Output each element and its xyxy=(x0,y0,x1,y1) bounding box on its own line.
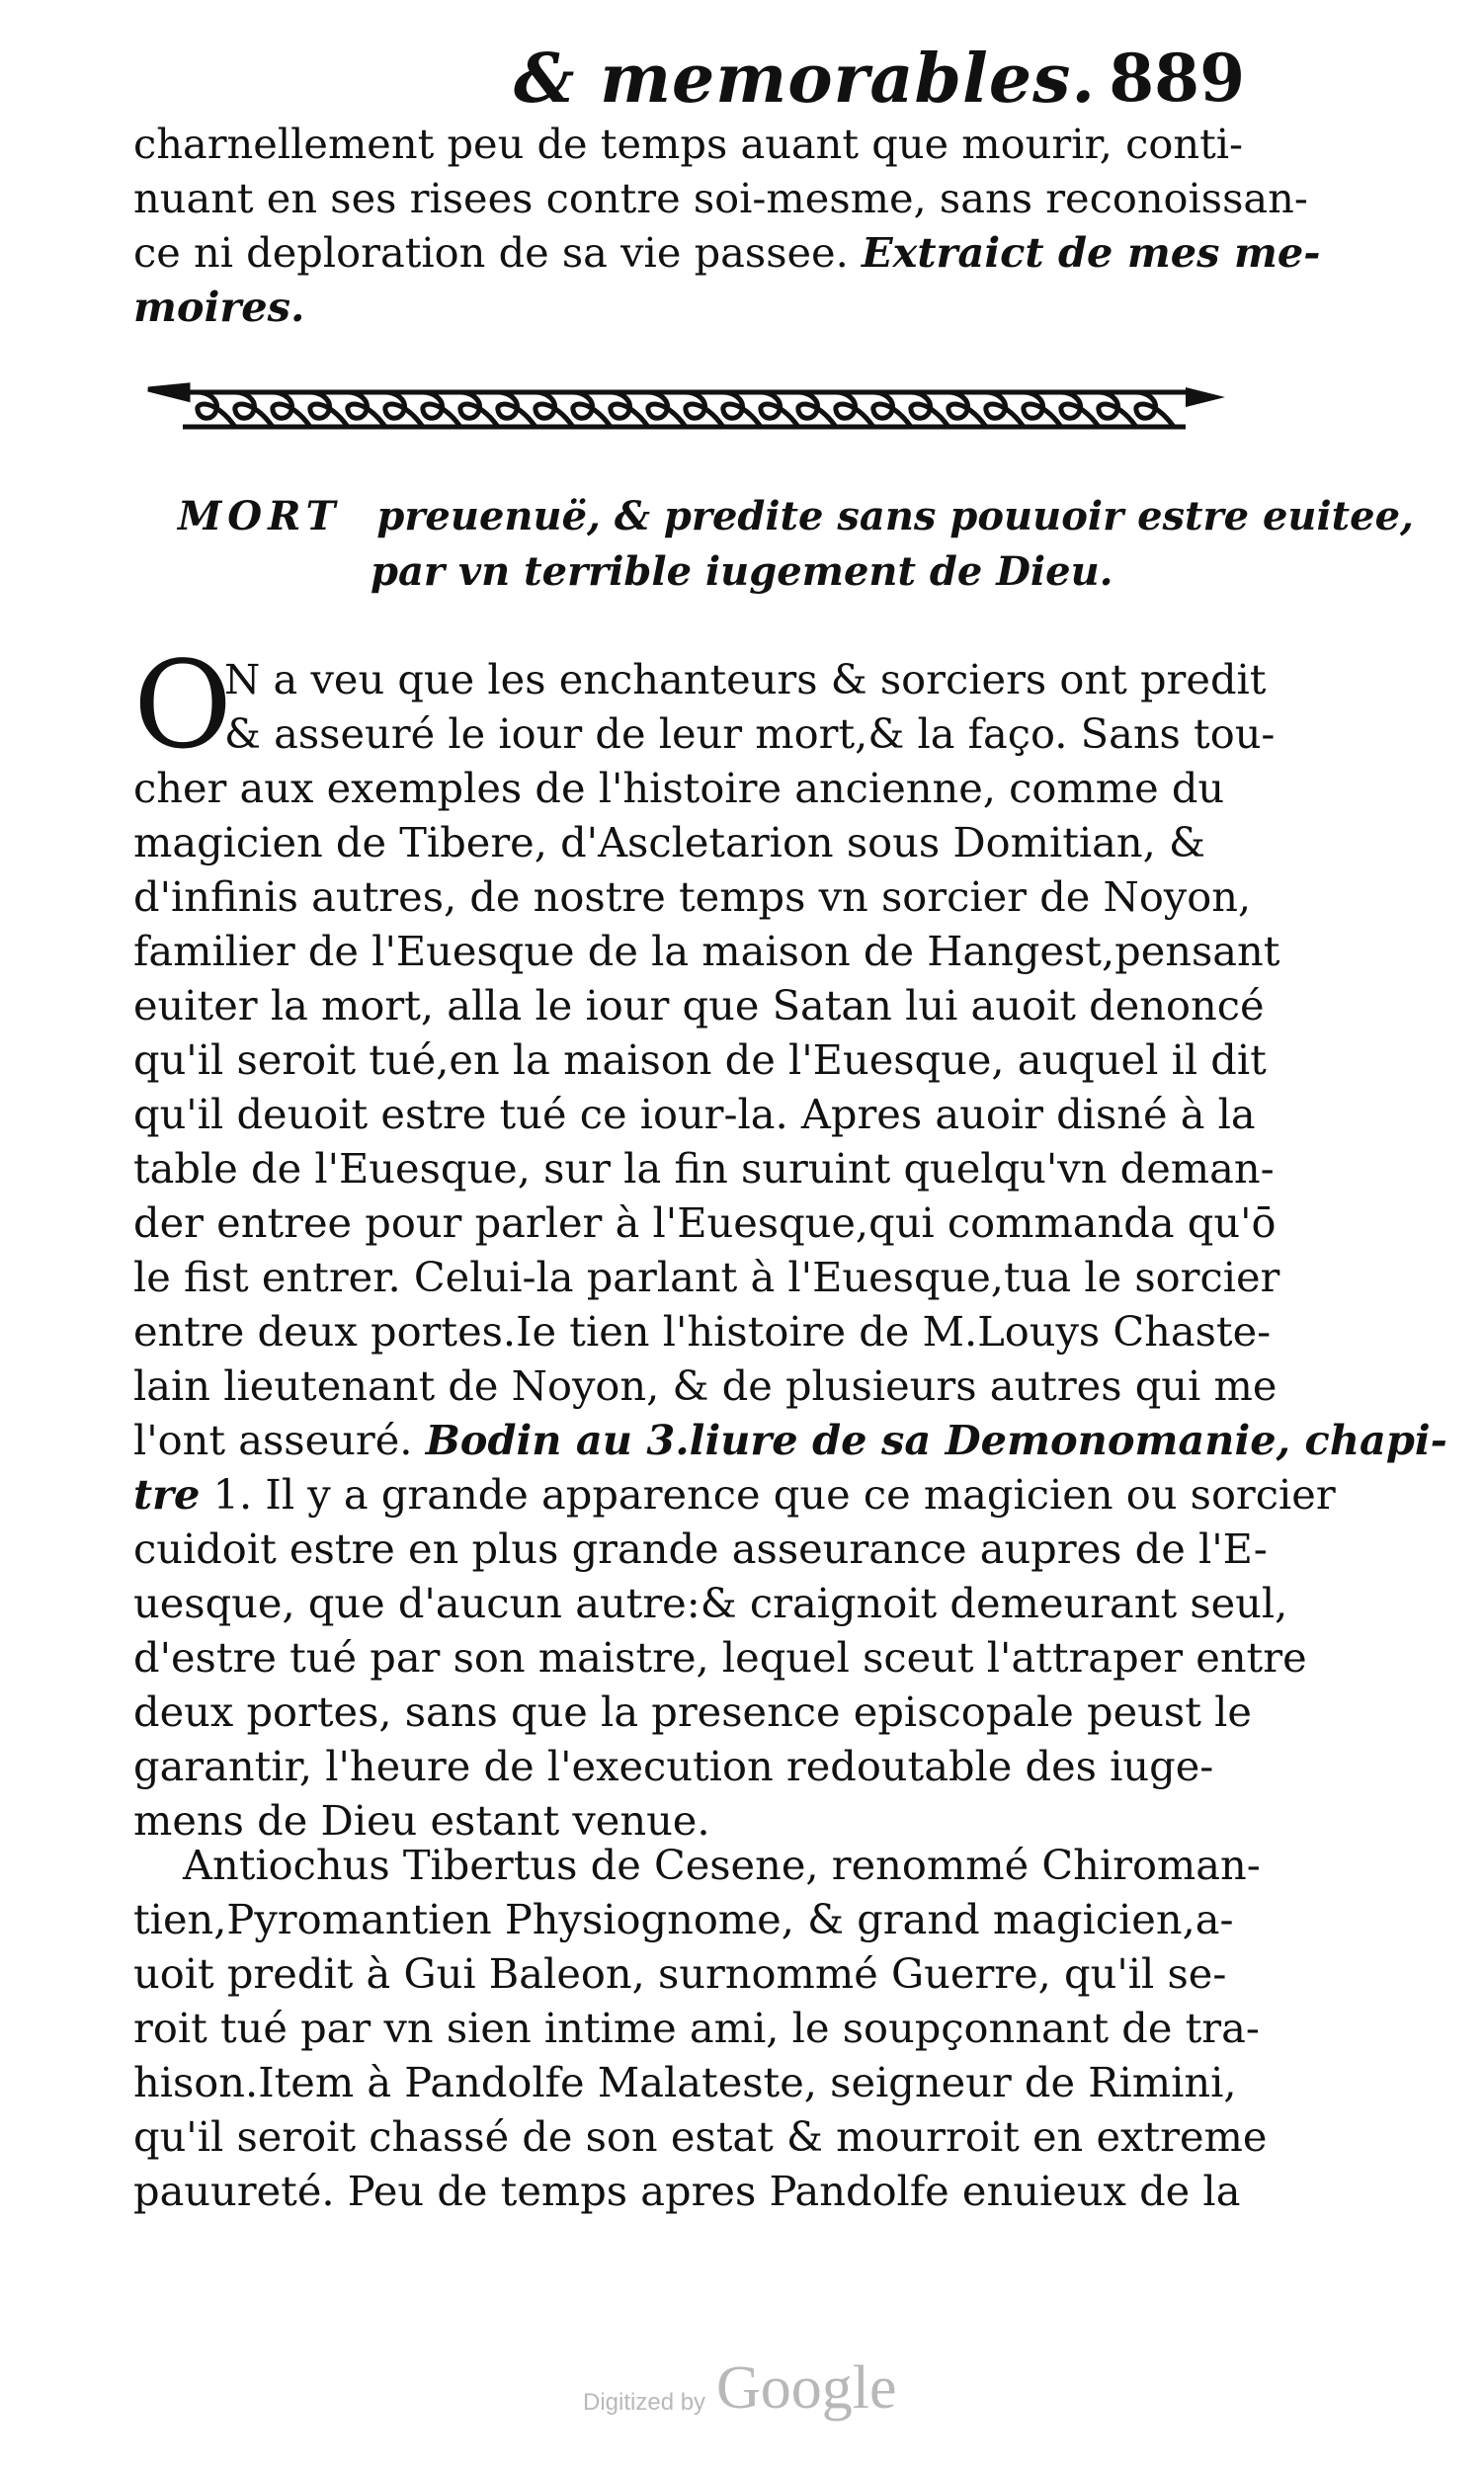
paragraph-antiochus xyxy=(133,1838,1268,2218)
text-line: d'infinis autres, de nostre temps vn sorcier de Noyon, xyxy=(133,872,1252,921)
ornament-knot xyxy=(986,392,1024,427)
google-logo: Google xyxy=(716,2354,897,2422)
text-line: d'estre tué par son maistre, lequel sceut l'attraper entre xyxy=(133,1633,1307,1682)
ornament-knot xyxy=(310,392,348,427)
text-line xyxy=(133,225,1321,280)
ornament-knot xyxy=(198,392,235,427)
ornament-knot xyxy=(273,392,310,427)
ornament-knot xyxy=(836,392,873,427)
text-line: & asseuré le iour de leur mort,& la faço. Sans tou- xyxy=(224,709,1276,758)
text-fragment: ce ni deploration de sa vie passee. xyxy=(133,228,849,277)
heading-text: preuenuë, & predite sans pouuoir estre euitee, xyxy=(376,493,1414,539)
text-line: Antiochus Tibertus de Cesene, renommé Chiroman- xyxy=(183,1841,1261,1889)
text-line: N a veu que les enchanteurs & sorciers ont predit xyxy=(224,655,1267,703)
ornament-knot xyxy=(423,392,460,427)
ornament-knot xyxy=(1024,392,1061,427)
text-line: nuant en ses risees contre soi-mesme, sans reconoissan- xyxy=(133,174,1308,222)
ornament-knot xyxy=(761,392,798,427)
ornament-knot xyxy=(460,392,498,427)
source-citation: moires. xyxy=(133,283,305,331)
text-line: cuidoit estre en plus grande asseurance aupres de l'E- xyxy=(133,1524,1268,1573)
heading-line: par vn terrible iugement de Dieu. xyxy=(371,548,1113,595)
text-line: pauureté. Peu de temps apres Pandolfe enuieux de la xyxy=(133,2167,1241,2215)
text-line: cher aux exemples de l'histoire ancienne, comme du xyxy=(133,764,1225,812)
ornament-knot xyxy=(798,392,836,427)
watermark-prefix: Digitized by xyxy=(583,2389,706,2416)
text-line: qu'il seroit tué,en la maison de l'Euesque, auquel il dit xyxy=(133,1035,1267,1084)
text-line: hison.Item à Pandolfe Malateste, seigneur de Rimini, xyxy=(133,2058,1237,2106)
drop-cap: O xyxy=(133,635,233,776)
text-line: tien,Pyromantien Physiognome, & grand magicien,a- xyxy=(133,1895,1234,1943)
text-line: mens de Dieu estant venue. xyxy=(133,1796,710,1845)
ornament-knot xyxy=(498,392,536,427)
page-number: 889 xyxy=(1109,40,1245,117)
ornament-knot xyxy=(235,392,273,427)
ornament-knot xyxy=(348,392,385,427)
running-title: & memorables. xyxy=(514,40,1097,119)
text-line xyxy=(133,1413,1447,1467)
text-line: familier de l'Euesque de la maison de Hangest,pensant xyxy=(133,927,1280,975)
digitized-watermark xyxy=(583,2353,919,2423)
running-head xyxy=(148,40,1245,128)
source-citation: tre xyxy=(133,1470,201,1519)
ornament-knot xyxy=(723,392,761,427)
ornament-knot xyxy=(911,392,948,427)
text-line: roit tué par vn sien intime ami, le soupçonnant de tra- xyxy=(133,2004,1260,2052)
text-line: magicien de Tibere, d'Ascletarion sous Domitian, & xyxy=(133,818,1205,866)
text-line: table de l'Euesque, sur la fin suruint quelqu'vn deman- xyxy=(133,1144,1275,1193)
ornament-knot xyxy=(648,392,686,427)
ornament-knot xyxy=(948,392,986,427)
source-citation: Extraict de mes me- xyxy=(862,228,1321,277)
text-line: qu'il seroit chassé de son estat & mourroit en extreme xyxy=(133,2112,1268,2161)
ornament-knot xyxy=(536,392,573,427)
ornament-knot xyxy=(1061,392,1099,427)
ornament-knot xyxy=(385,392,423,427)
text-line: charnellement peu de temps auant que mourir, conti- xyxy=(133,120,1244,168)
ornament-knot xyxy=(873,392,911,427)
text-line xyxy=(133,1467,1336,1522)
source-citation: Bodin au 3.liure de sa Demonomanie, chapi- xyxy=(425,1416,1447,1464)
text-fragment: 1. Il y a grande apparence que ce magicien ou sorcier xyxy=(212,1470,1336,1519)
text-line: euiter la mort, alla le iour que Satan lui auoit denoncé xyxy=(133,981,1265,1029)
heading-line xyxy=(178,489,1414,544)
ornament-knot xyxy=(1136,392,1174,427)
heading-caps: MORT xyxy=(178,493,342,539)
ornament-divider xyxy=(148,377,1225,437)
text-line: uoit predit à Gui Baleon, surnommé Guerre, qu'il se- xyxy=(133,1949,1227,1998)
text-line: garantir, l'heure de l'execution redoutable des iuge- xyxy=(133,1742,1214,1790)
section-heading xyxy=(178,489,1414,600)
ornament-knot xyxy=(1099,392,1136,427)
text-line: der entree pour parler à l'Euesque,qui commanda qu'ō xyxy=(133,1198,1277,1247)
ornament-knot xyxy=(573,392,611,427)
opening-paragraph xyxy=(133,117,1321,334)
text-line: le fist entrer. Celui-la parlant à l'Euesque,tua le sorcier xyxy=(133,1253,1280,1301)
text-line: qu'il deuoit estre tué ce iour-la. Apres auoir disné à la xyxy=(133,1090,1256,1138)
paragraph-sorcerer xyxy=(133,635,1447,1848)
ornament-knot xyxy=(611,392,648,427)
ornament-knot xyxy=(686,392,723,427)
text-line: deux portes, sans que la presence episcopale peust le xyxy=(133,1688,1252,1736)
text-line: lain lieutenant de Noyon, & de plusieurs autres qui me xyxy=(133,1361,1278,1410)
text-line: uesque, que d'aucun autre:& craignoit demeurant seul, xyxy=(133,1579,1288,1627)
text-fragment: l'ont asseuré. xyxy=(133,1416,413,1464)
text-line: entre deux portes.Ie tien l'histoire de M.Louys Chaste- xyxy=(133,1307,1272,1356)
